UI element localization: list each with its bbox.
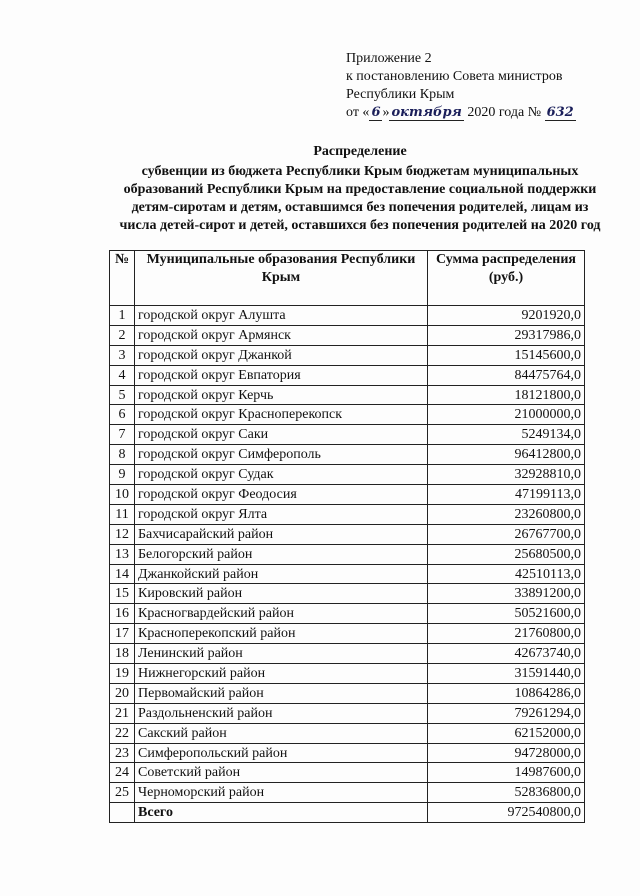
table-row <box>110 544 585 564</box>
row-number: 19 <box>110 664 135 684</box>
date-year: 2020 года № <box>467 105 542 120</box>
row-sum: 62152000,0 <box>428 723 585 743</box>
title-heading: Распределение <box>313 144 407 159</box>
row-sum: 14987600,0 <box>428 763 585 783</box>
row-sum: 26767700,0 <box>428 524 585 544</box>
table-row <box>110 385 585 405</box>
table-row <box>110 664 585 684</box>
row-municipality: городской округ Армянск <box>135 325 428 345</box>
row-municipality: Раздольненский район <box>135 703 428 723</box>
row-sum: 50521600,0 <box>428 604 585 624</box>
table-row <box>110 763 585 783</box>
row-municipality: Сакский район <box>135 723 428 743</box>
table-row <box>110 584 585 604</box>
row-number: 2 <box>110 325 135 345</box>
title-line-4: числа детей-сирот и детей, оставшихся без попечения родителей на 2020 год <box>119 218 601 233</box>
row-sum: 5249134,0 <box>428 425 585 445</box>
header-sum: Сумма распределения (руб.) <box>428 251 585 306</box>
table-header-row <box>110 251 585 306</box>
title-line-2: образований Республики Крым на предоставление социальной поддержки <box>123 182 597 197</box>
row-municipality: городской округ Красноперекопск <box>135 405 428 425</box>
table-row <box>110 325 585 345</box>
row-sum: 32928810,0 <box>428 465 585 485</box>
row-number: 16 <box>110 604 135 624</box>
row-sum: 47199113,0 <box>428 485 585 505</box>
table-row <box>110 644 585 664</box>
table-row <box>110 306 585 326</box>
row-number: 14 <box>110 564 135 584</box>
table-row <box>110 445 585 465</box>
row-number: 12 <box>110 524 135 544</box>
row-number: 4 <box>110 365 135 385</box>
date-mid: » <box>382 105 390 120</box>
total-sum: 972540800,0 <box>428 803 585 823</box>
row-municipality: городской округ Феодосия <box>135 485 428 505</box>
date-prefix: от « <box>346 105 370 120</box>
table-row <box>110 365 585 385</box>
table-row <box>110 345 585 365</box>
title-line-3: детям-сиротам и детям, оставшимся без попечения родителей, лицам из <box>131 200 589 215</box>
row-municipality: Нижнегорский район <box>135 664 428 684</box>
row-sum: 10864286,0 <box>428 683 585 703</box>
row-number: 9 <box>110 465 135 485</box>
row-sum: 21760800,0 <box>428 624 585 644</box>
row-sum: 25680500,0 <box>428 544 585 564</box>
date-month: октября <box>391 105 462 120</box>
row-municipality: Красногвардейский район <box>135 604 428 624</box>
row-number: 11 <box>110 504 135 524</box>
header-municipality: Муниципальные образования Республики Крым <box>135 251 428 306</box>
table-row <box>110 405 585 425</box>
document-title <box>100 143 620 235</box>
row-number: 1 <box>110 306 135 326</box>
row-number: 22 <box>110 723 135 743</box>
row-municipality: Советский район <box>135 763 428 783</box>
row-municipality: городской округ Саки <box>135 425 428 445</box>
table-row <box>110 425 585 445</box>
row-number: 10 <box>110 485 135 505</box>
appendix-line-1: Приложение 2 <box>346 51 432 66</box>
row-municipality: Бахчисарайский район <box>135 524 428 544</box>
table-row <box>110 703 585 723</box>
row-number: 6 <box>110 405 135 425</box>
appendix-header <box>346 50 576 122</box>
row-number: 13 <box>110 544 135 564</box>
row-municipality: Джанкойский район <box>135 564 428 584</box>
row-municipality: Ленинский район <box>135 644 428 664</box>
row-number: 20 <box>110 683 135 703</box>
appendix-line-3: Республики Крым <box>346 87 455 102</box>
row-municipality: городской округ Ялта <box>135 504 428 524</box>
appendix-line-2: к постановлению Совета министров <box>346 69 563 84</box>
row-municipality: Симферопольский район <box>135 743 428 763</box>
appendix-date-line <box>346 104 576 122</box>
distribution-table <box>109 250 585 823</box>
row-number: 24 <box>110 763 135 783</box>
row-sum: 79261294,0 <box>428 703 585 723</box>
row-sum: 42510113,0 <box>428 564 585 584</box>
row-municipality: Красноперекопский район <box>135 624 428 644</box>
row-number: 21 <box>110 703 135 723</box>
row-municipality: Кировский район <box>135 584 428 604</box>
row-sum: 52836800,0 <box>428 783 585 803</box>
row-number: 15 <box>110 584 135 604</box>
table-row <box>110 465 585 485</box>
doc-number: 632 <box>546 105 574 120</box>
table-total-row <box>110 803 585 823</box>
table-row <box>110 743 585 763</box>
table-row <box>110 504 585 524</box>
row-municipality: городской округ Джанкой <box>135 345 428 365</box>
table-row <box>110 524 585 544</box>
table-row <box>110 783 585 803</box>
row-number: 3 <box>110 345 135 365</box>
row-sum: 84475764,0 <box>428 365 585 385</box>
row-number: 25 <box>110 783 135 803</box>
row-number: 8 <box>110 445 135 465</box>
title-line-1: субвенции из бюджета Республики Крым бюджетам муниципальных <box>141 164 579 179</box>
row-number: 23 <box>110 743 135 763</box>
table-row <box>110 723 585 743</box>
row-sum: 94728000,0 <box>428 743 585 763</box>
row-sum: 15145600,0 <box>428 345 585 365</box>
row-municipality: Первомайский район <box>135 683 428 703</box>
row-sum: 29317986,0 <box>428 325 585 345</box>
row-sum: 33891200,0 <box>428 584 585 604</box>
total-number <box>110 803 135 823</box>
total-municipality: Всего <box>135 803 428 823</box>
table-row <box>110 624 585 644</box>
row-sum: 23260800,0 <box>428 504 585 524</box>
row-municipality: городской округ Керчь <box>135 385 428 405</box>
table-row <box>110 683 585 703</box>
row-number: 18 <box>110 644 135 664</box>
table-row <box>110 564 585 584</box>
table-row <box>110 485 585 505</box>
row-sum: 42673740,0 <box>428 644 585 664</box>
table-row <box>110 604 585 624</box>
row-sum: 96412800,0 <box>428 445 585 465</box>
date-day: 6 <box>371 105 381 120</box>
header-number: № <box>110 251 135 306</box>
row-municipality: городской округ Симферополь <box>135 445 428 465</box>
row-number: 7 <box>110 425 135 445</box>
row-sum: 18121800,0 <box>428 385 585 405</box>
row-municipality: Белогорский район <box>135 544 428 564</box>
row-sum: 31591440,0 <box>428 664 585 684</box>
row-sum: 9201920,0 <box>428 306 585 326</box>
table-body <box>110 306 585 823</box>
row-municipality: Черноморский район <box>135 783 428 803</box>
row-municipality: городской округ Судак <box>135 465 428 485</box>
row-sum: 21000000,0 <box>428 405 585 425</box>
row-municipality: городской округ Евпатория <box>135 365 428 385</box>
row-municipality: городской округ Алушта <box>135 306 428 326</box>
row-number: 5 <box>110 385 135 405</box>
row-number: 17 <box>110 624 135 644</box>
